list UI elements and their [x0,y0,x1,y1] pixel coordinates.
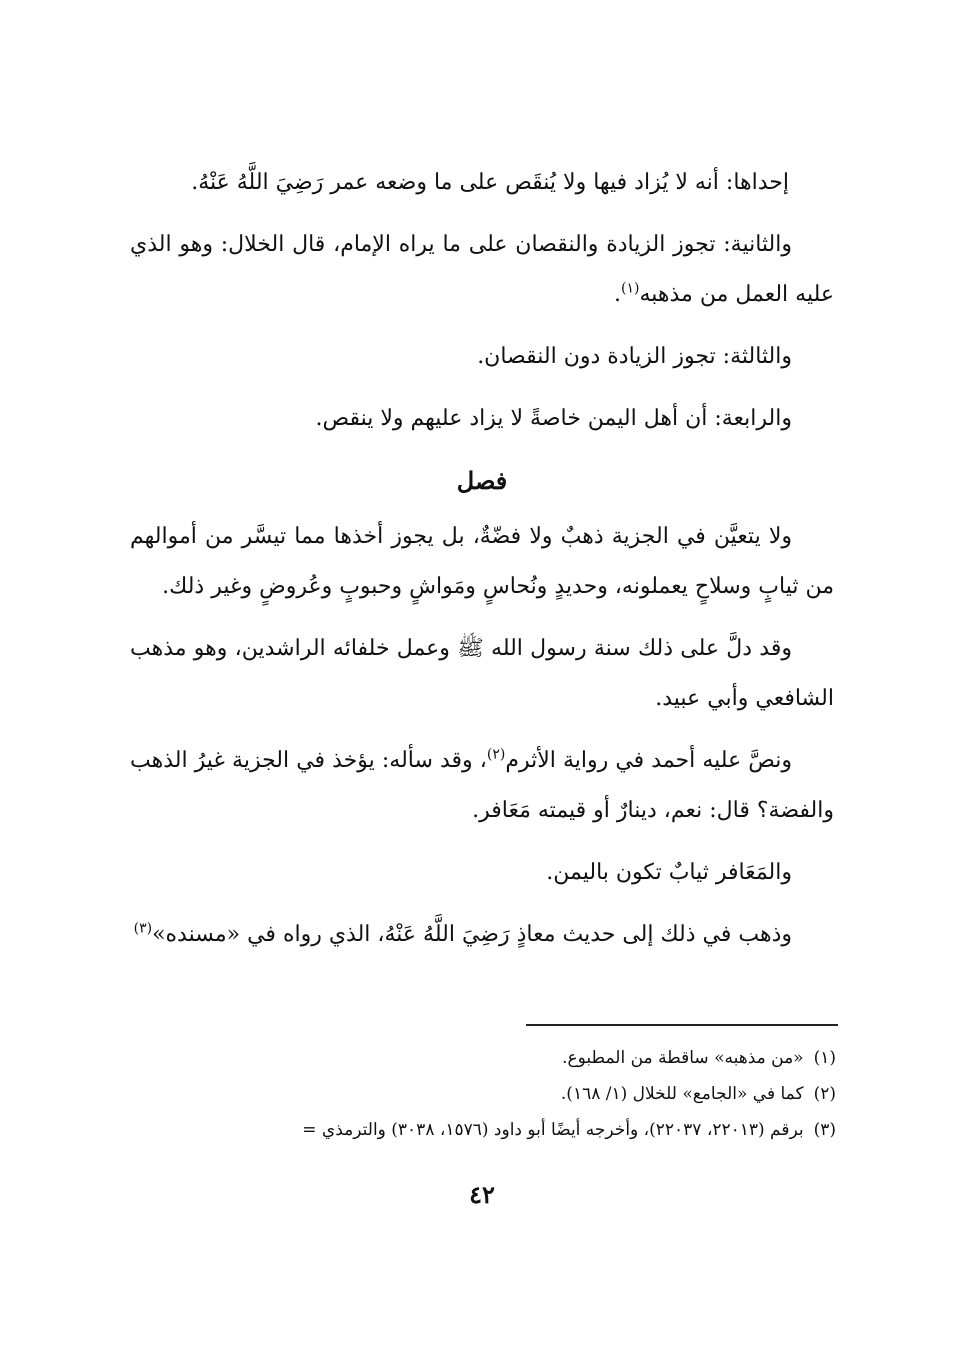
footnotes [130,1040,836,1148]
main-text [130,158,834,972]
paragraph-text: وقد دلَّ على ذلك سنة رسول الله ﷺ وعمل خلفائه الراشدين، وهو مذهب الشافعي وأبي عبيد. [130,636,834,711]
paragraph-text: وذهب في ذلك إلى حديث معاذٍ رَضِيَ اللَّهُ عَنْهُ، الذي رواه في «مسنده» [152,922,792,947]
footnote-item [130,1112,836,1148]
footnote-ref[interactable]: (٢) [486,746,506,763]
footnote-number: (١) [813,1048,836,1068]
paragraph-text: والثالثة: تجوز الزيادة دون النقصان. [477,344,792,369]
section-heading: فصل [456,466,508,495]
footnote-text: برقم (٢٢٠١٣، ٢٢٠٣٧)، وأخرجه أيضًا أبو داود (١٥٧٦، ٣٠٣٨) والترمذي = [302,1120,804,1140]
footnote-ref[interactable]: (٣) [133,920,153,937]
page-number: ٤٢ [469,1180,495,1209]
paragraph-text: إحداها: أنه لا يُزاد فيها ولا يُنقَص على ما وضعه عمر رَضِيَ اللَّهُ عَنْهُ. [191,170,789,195]
paragraph-fourth [130,394,834,444]
paragraph-ninth [130,910,834,960]
paragraph-sixth [130,624,834,724]
footnote-item [130,1040,836,1076]
paragraph-third [130,332,834,382]
paragraph-text: والمَعَافر ثيابٌ تكون باليمن. [546,860,792,885]
footnote-item [130,1076,836,1112]
paragraph-text: والثانية: تجوز الزيادة والنقصان على ما يراه الإمام، قال الخلال: وهو الذي عليه العمل من مذهبه [130,232,834,307]
footnote-number: (٣) [813,1120,836,1140]
paragraph-first [130,158,834,208]
paragraph-fifth [130,512,834,612]
footnote-text: كما في «الجامع» للخلال (١/ ١٦٨). [560,1084,804,1104]
paragraph-text: والرابعة: أن أهل اليمن خاصةً لا يزاد عليهم ولا ينقص. [315,406,792,431]
footnote-number: (٢) [813,1084,836,1104]
paragraph-text: ، وقد سأله: يؤخذ في الجزية غيرُ الذهب والفضة؟ قال: نعم، دينارٌ أو قيمته مَعَافر. [130,748,834,823]
paragraph-second [130,220,834,320]
paragraph-eighth [130,848,834,898]
footnote-ref[interactable]: (١) [621,280,640,297]
paragraph-seventh [130,736,834,836]
footnote-divider [526,1024,838,1026]
paragraph-end: . [614,282,621,307]
footnote-text: «من مذهبه» ساقطة من المطبوع. [562,1048,804,1068]
paragraph-text: ولا يتعيَّن في الجزية ذهبٌ ولا فضّةٌ، بل يجوز أخذها مما تيسَّر من أموالهم من ثيابٍ وسلاحٍ يعملونه، وحديدٍ ونُحاسٍ ومَواشٍ وحبوبٍ وعُروضٍ وغير ذلك. [130,524,834,599]
paragraph-text: ونصَّ عليه أحمد في رواية الأثرم [505,748,792,773]
